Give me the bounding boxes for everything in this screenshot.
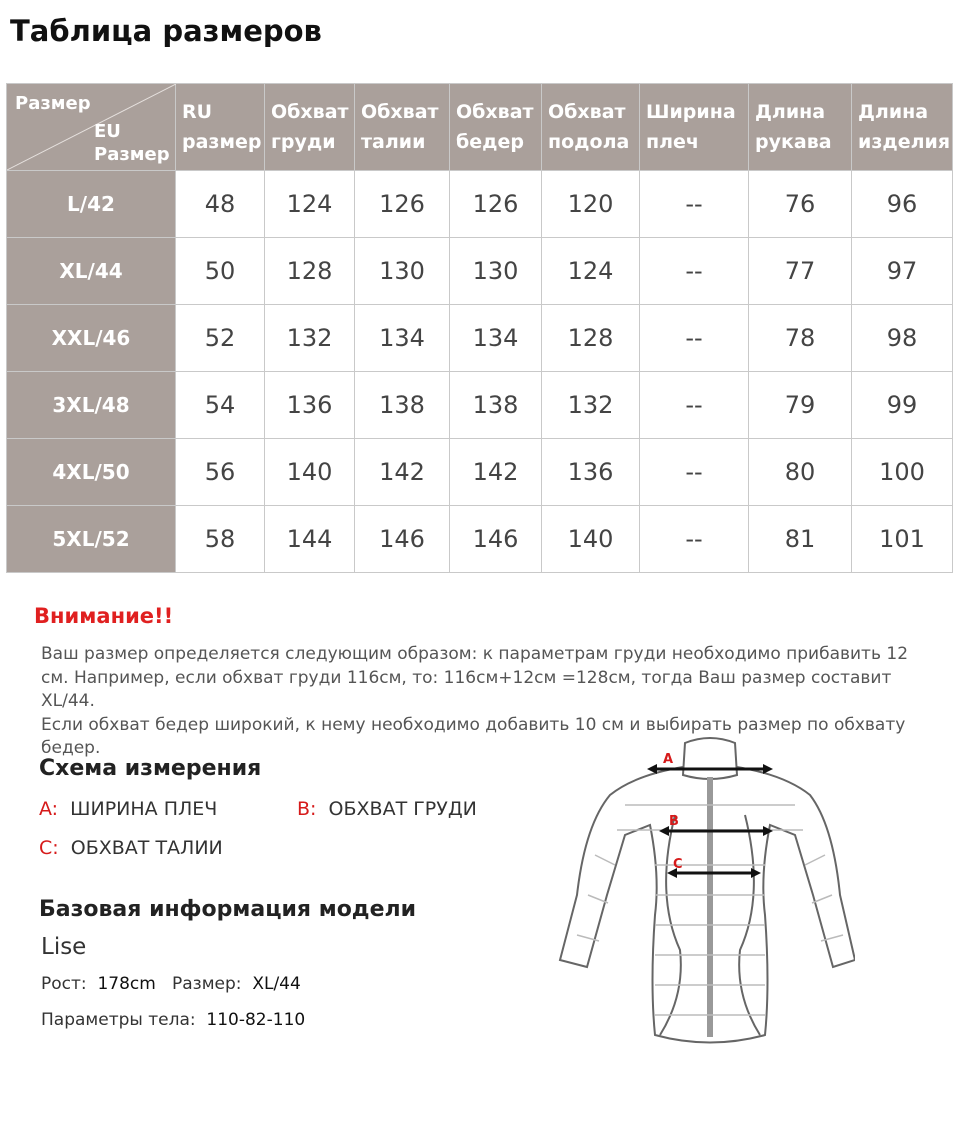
model-height: Рост: 178cm: [41, 974, 156, 994]
table-row: [7, 171, 953, 238]
row-size-label: 3XL/48: [7, 372, 176, 439]
row-size-label: L/42: [7, 171, 176, 238]
table-row: [7, 305, 953, 372]
table-cell: 77: [749, 238, 852, 305]
row-size-label: XXL/46: [7, 305, 176, 372]
header-ru-size: RU размер: [176, 84, 265, 171]
table-cell: 126: [450, 171, 542, 238]
table-cell: 134: [450, 305, 542, 372]
measure-c: C: ОБХВАТ ТАЛИИ: [39, 837, 223, 859]
table-cell: 56: [176, 439, 265, 506]
table-cell: 99: [852, 372, 953, 439]
table-cell: 140: [265, 439, 355, 506]
header-length: Длина изделия: [852, 84, 953, 171]
table-cell: 134: [355, 305, 450, 372]
jacket-outline: [560, 738, 855, 1043]
row-size-label: 5XL/52: [7, 506, 176, 573]
header-hem: Обхват подола: [542, 84, 640, 171]
measure-a: A: ШИРИНА ПЛЕЧ: [39, 798, 218, 820]
diagram-label-a: A: [663, 752, 674, 767]
size-table: [6, 83, 953, 573]
measure-b: B: ОБХВАТ ГРУДИ: [297, 798, 477, 820]
table-cell: 146: [355, 506, 450, 573]
table-cell: --: [640, 372, 749, 439]
table-row: [7, 372, 953, 439]
table-cell: 100: [852, 439, 953, 506]
table-header-row: [7, 84, 953, 171]
header-waist: Обхват талии: [355, 84, 450, 171]
table-cell: 96: [852, 171, 953, 238]
sizing-instructions: Ваш размер определяется следующим образом: к параметрам груди необходимо прибавить 12 см. Например, если обхват груди 116см, то: 116см+12см =128см, тогда Ваш размер составит XL/44. Если обхват бедер широкий, к нему необходимо добавить 10 см и выбирать размер по обхвату бедер.: [41, 644, 909, 758]
page-title: Таблица размеров: [10, 14, 322, 48]
model-size: Размер: XL/44: [172, 974, 301, 994]
table-cell: 98: [852, 305, 953, 372]
table-row: [7, 506, 953, 573]
table-cell: 81: [749, 506, 852, 573]
table-cell: 50: [176, 238, 265, 305]
corner-label-eu: EU Размер: [94, 121, 170, 165]
table-cell: 76: [749, 171, 852, 238]
table-cell: 146: [450, 506, 542, 573]
table-cell: 128: [265, 238, 355, 305]
jacket-measurement-diagram: [555, 735, 855, 1045]
table-cell: --: [640, 439, 749, 506]
table-cell: 80: [749, 439, 852, 506]
table-row: [7, 238, 953, 305]
table-cell: 48: [176, 171, 265, 238]
table-cell: 58: [176, 506, 265, 573]
diagram-label-b: B: [669, 814, 679, 829]
table-cell: 79: [749, 372, 852, 439]
table-cell: 126: [355, 171, 450, 238]
model-heading: Базовая информация модели: [39, 897, 417, 922]
table-cell: 120: [542, 171, 640, 238]
model-params: Параметры тела: 110-82-110: [41, 1010, 306, 1030]
table-cell: 142: [355, 439, 450, 506]
row-size-label: XL/44: [7, 238, 176, 305]
header-sleeve: Длина рукава: [749, 84, 852, 171]
warning-heading: Внимание!!: [34, 604, 174, 628]
diagram-label-c: C: [673, 857, 683, 872]
header-shoulder: Ширина плеч: [640, 84, 749, 171]
header-chest: Обхват груди: [265, 84, 355, 171]
table-cell: --: [640, 305, 749, 372]
table-cell: 101: [852, 506, 953, 573]
header-hips: Обхват бедер: [450, 84, 542, 171]
table-corner-cell: [7, 84, 176, 171]
table-cell: 136: [542, 439, 640, 506]
table-cell: 138: [355, 372, 450, 439]
table-cell: --: [640, 171, 749, 238]
table-cell: --: [640, 506, 749, 573]
table-cell: 130: [450, 238, 542, 305]
table-row: [7, 439, 953, 506]
table-cell: 52: [176, 305, 265, 372]
measure-heading: Схема измерения: [39, 756, 262, 781]
table-cell: 138: [450, 372, 542, 439]
table-cell: 140: [542, 506, 640, 573]
model-name: Lise: [41, 934, 87, 960]
table-cell: 97: [852, 238, 953, 305]
corner-label-size: Размер: [15, 93, 91, 114]
table-cell: 132: [265, 305, 355, 372]
table-cell: 128: [542, 305, 640, 372]
table-cell: 54: [176, 372, 265, 439]
table-cell: --: [640, 238, 749, 305]
table-cell: 78: [749, 305, 852, 372]
table-cell: 142: [450, 439, 542, 506]
table-cell: 130: [355, 238, 450, 305]
table-cell: 144: [265, 506, 355, 573]
table-cell: 124: [265, 171, 355, 238]
table-cell: 124: [542, 238, 640, 305]
table-cell: 136: [265, 372, 355, 439]
row-size-label: 4XL/50: [7, 439, 176, 506]
table-cell: 132: [542, 372, 640, 439]
